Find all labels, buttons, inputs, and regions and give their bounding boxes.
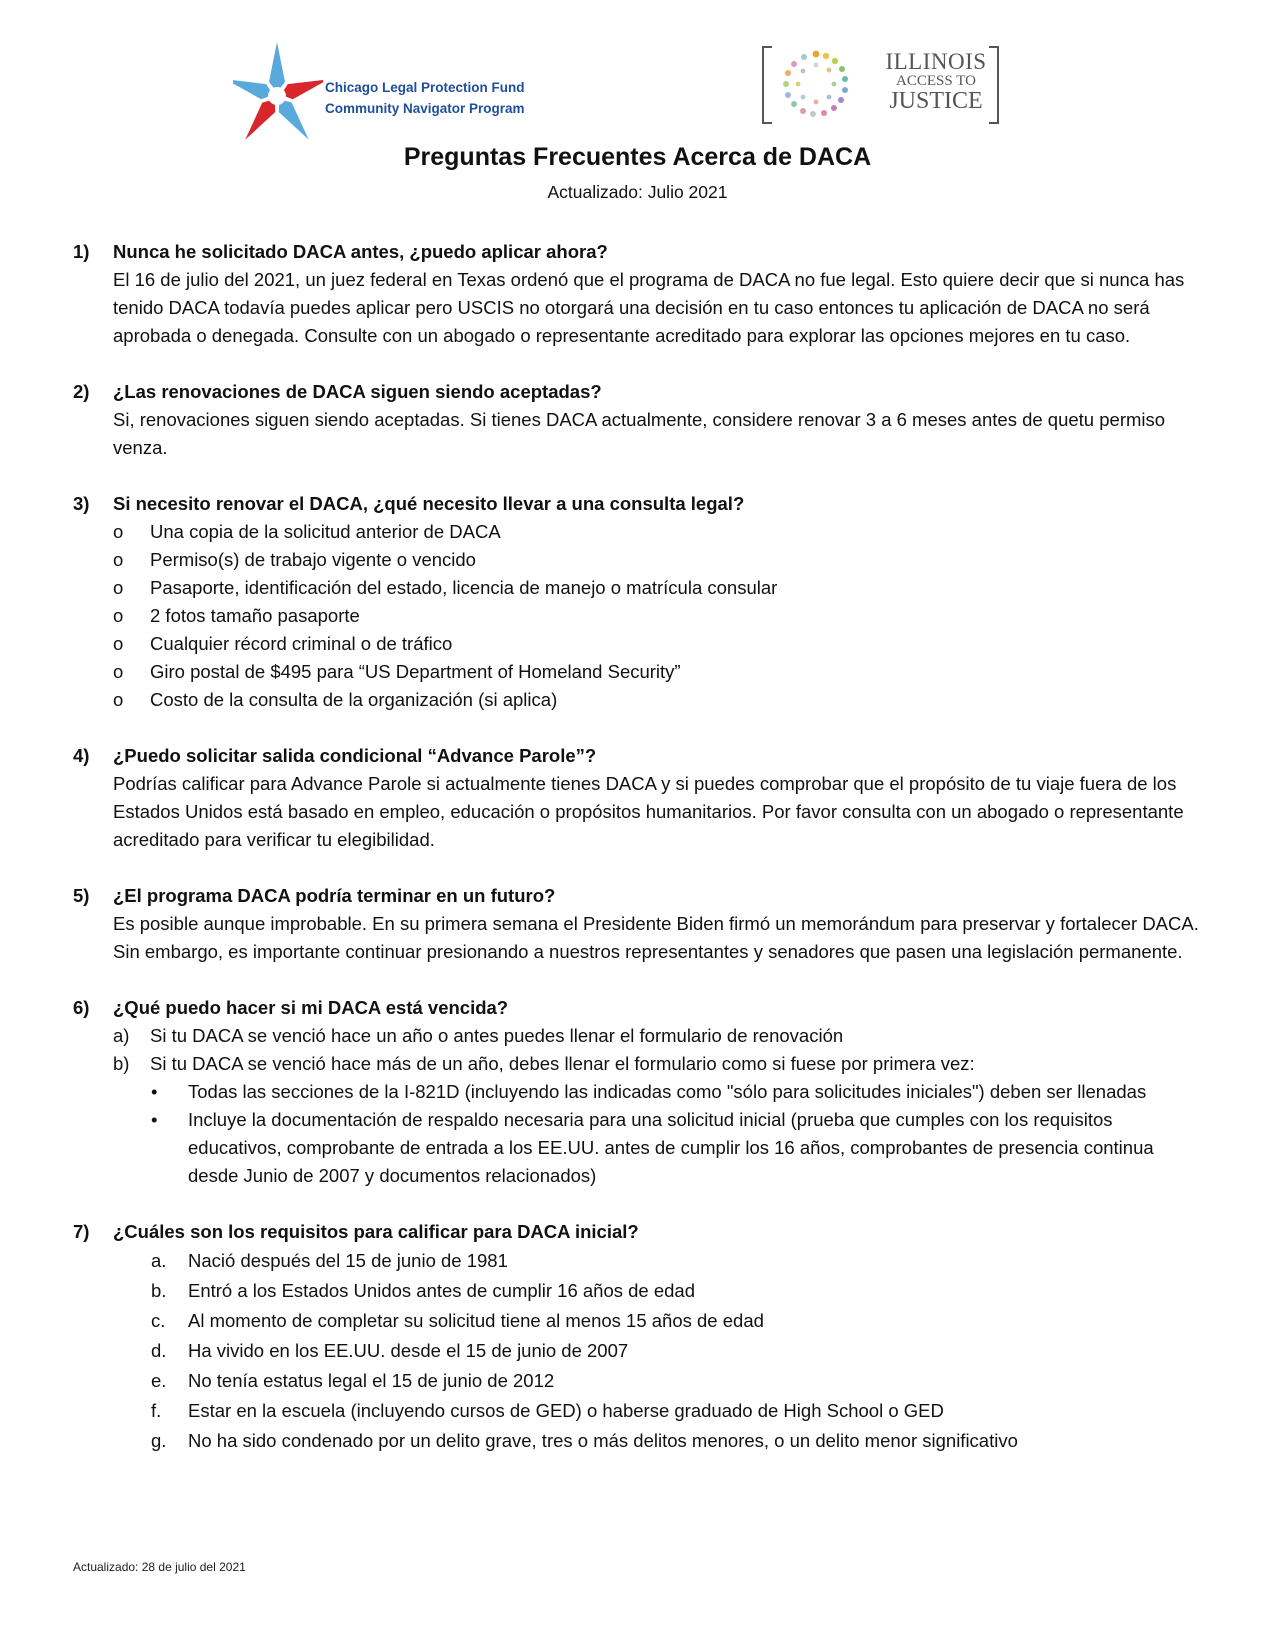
chicago-legal-protection-fund-logo: [233, 40, 563, 155]
faq-question: Si necesito renovar el DACA, ¿qué necesito llevar a una consulta legal?: [113, 493, 745, 514]
faq-number: 4): [73, 745, 90, 766]
list-marker: e.: [151, 1370, 167, 1391]
logo-text: [882, 50, 990, 113]
logo-bracket-right: [989, 46, 999, 124]
list-item: [73, 1426, 1203, 1456]
list-item: [73, 1396, 1203, 1426]
bullet-marker: o: [113, 577, 124, 598]
faq-number: 2): [73, 381, 90, 402]
faq-list: [73, 238, 1203, 1484]
footer-updated-date: Actualizado: 28 de julio del 2021: [73, 1560, 246, 1574]
list-item-text: Giro postal de $495 para “US Department of Homeland Security”: [150, 661, 681, 682]
list-item-text: Costo de la consulta de la organización (si aplica): [150, 689, 558, 710]
bullet-marker: o: [113, 521, 124, 542]
list-item-text: Entró a los Estados Unidos antes de cumplir 16 años de edad: [188, 1280, 696, 1301]
faq-question: Nunca he solicitado DACA antes, ¿puedo aplicar ahora?: [113, 241, 608, 262]
logo-bracket-left: [762, 46, 772, 124]
list-item: [73, 1050, 1203, 1078]
bullet-marker: o: [113, 689, 124, 710]
faq-number: 5): [73, 885, 90, 906]
list-marker: b.: [151, 1280, 167, 1301]
list-marker: b): [113, 1053, 130, 1074]
list-item-text: Al momento de completar su solicitud tiene al menos 15 años de edad: [188, 1310, 764, 1331]
faq-question: ¿Las renovaciones de DACA siguen siendo aceptadas?: [113, 381, 602, 402]
faq-item-2: [73, 378, 1203, 462]
list-item-text: Permiso(s) de trabajo vigente o vencido: [150, 549, 476, 570]
list-marker: f.: [151, 1400, 162, 1421]
star-icon: [233, 40, 323, 152]
faq-answer: Podrías calificar para Advance Parole si actualmente tienes DACA y si puedes comprobar que el propósito de tu viaje fuera de los Estados Unidos está basado en empleo, educación o propósitos humanitarios. Por favor consulta con un abogado o representante acreditado para verificar tu elegibilidad.: [113, 773, 1184, 850]
page-subtitle: Actualizado: Julio 2021: [547, 182, 728, 202]
list-marker: c.: [151, 1310, 166, 1331]
list-item: [73, 1366, 1203, 1396]
list-marker: a.: [151, 1250, 167, 1271]
list-item-text: Si tu DACA se venció hace más de un año, debes llenar el formulario como si fuese por primera vez:: [150, 1053, 975, 1074]
list-marker: d.: [151, 1340, 167, 1361]
list-item-text: Incluye la documentación de respaldo necesaria para una solicitud inicial (prueba que cumples con los requisitos educativos, comprobante de entrada a los EE.UU. antes de cumplir los 16 años, comprobantes de presencia continua desde Junio de 2007 y documentos relacionados): [188, 1109, 1154, 1186]
faq-item-5: [73, 882, 1203, 966]
bullet-marker: o: [113, 633, 124, 654]
list-item: [73, 630, 1203, 658]
list-item: [73, 574, 1203, 602]
list-item: [73, 1276, 1203, 1306]
sub-list-item: [73, 1106, 1203, 1190]
faq-item-6: [73, 994, 1203, 1190]
list-item: [73, 658, 1203, 686]
faq-number: 7): [73, 1221, 90, 1242]
list-marker: g.: [151, 1430, 167, 1451]
bullet-marker: •: [151, 1081, 158, 1102]
list-item: [73, 1306, 1203, 1336]
dot-circle-icon: [776, 48, 876, 120]
faq-number: 3): [73, 493, 90, 514]
sub-list-item: [73, 1078, 1203, 1106]
list-item: [73, 518, 1203, 546]
list-item-text: Todas las secciones de la I-821D (incluyendo las indicadas como "sólo para solicitudes iniciales") deben ser llenadas: [188, 1081, 1147, 1102]
list-marker: a): [113, 1025, 130, 1046]
list-item: [73, 1022, 1203, 1050]
faq-item-3: [73, 490, 1203, 714]
list-item: [73, 546, 1203, 574]
faq-answer: El 16 de julio del 2021, un juez federal en Texas ordenó que el programa de DACA no fue legal. Esto quiere decir que si nunca has tenido DACA todavía puedes aplicar pero USCIS no otorgará una decisión en tu caso entonces tu aplicación de DACA no será aprobada o denegada. Consulte con un abogado o representante acreditado para explorar las opciones mejores en tu caso.: [113, 269, 1185, 346]
list-item: [73, 602, 1203, 630]
list-item: [73, 1246, 1203, 1276]
illinois-access-to-justice-logo: [762, 46, 1002, 122]
logo-line-1: Chicago Legal Protection Fund: [325, 80, 525, 95]
logo-text-justice: JUSTICE: [889, 88, 983, 114]
logo-text-illinois: ILLINOIS: [885, 49, 987, 74]
list-item-text: Si tu DACA se venció hace un año o antes puedes llenar el formulario de renovación: [150, 1025, 844, 1046]
bullet-marker: •: [151, 1109, 158, 1130]
list-item-text: Ha vivido en los EE.UU. desde el 15 de junio de 2007: [188, 1340, 629, 1361]
logo-text-access-to: ACCESS TO: [896, 73, 976, 89]
list-item-text: 2 fotos tamaño pasaporte: [150, 605, 360, 626]
faq-number: 1): [73, 241, 90, 262]
list-item-text: Cualquier récord criminal o de tráfico: [150, 633, 453, 654]
bullet-marker: o: [113, 549, 124, 570]
faq-item-7: [73, 1218, 1203, 1456]
list-item: [73, 1336, 1203, 1366]
faq-question: ¿Cuáles son los requisitos para calificar para DACA inicial?: [113, 1221, 639, 1242]
logo-line-2: Community Navigator Program: [325, 101, 525, 116]
list-item-text: Nació después del 15 de junio de 1981: [188, 1250, 508, 1271]
faq-item-1: [73, 238, 1203, 350]
list-item-text: Una copia de la solicitud anterior de DACA: [150, 521, 501, 542]
list-item-text: Estar en la escuela (incluyendo cursos de GED) o haberse graduado de High School o GED: [188, 1400, 944, 1421]
page-title: Preguntas Frecuentes Acerca de DACA: [403, 143, 872, 171]
faq-question: ¿Qué puedo hacer si mi DACA está vencida?: [113, 997, 509, 1018]
faq-question: ¿Puedo solicitar salida condicional “Advance Parole”?: [113, 745, 597, 766]
bullet-marker: o: [113, 605, 124, 626]
faq-number: 6): [73, 997, 90, 1018]
bullet-marker: o: [113, 661, 124, 682]
list-item-text: No tenía estatus legal el 15 de junio de 2012: [188, 1370, 555, 1391]
list-item-text: No ha sido condenado por un delito grave, tres o más delitos menores, o un delito menor significativo: [188, 1430, 1018, 1451]
list-item: [73, 686, 1203, 714]
faq-item-4: [73, 742, 1203, 854]
faq-answer: Si, renovaciones siguen siendo aceptadas. Si tienes DACA actualmente, considere renovar 3 a 6 meses antes de quetu permiso venza.: [113, 409, 1166, 458]
faq-question: ¿El programa DACA podría terminar en un futuro?: [113, 885, 556, 906]
faq-answer: Es posible aunque improbable. En su primera semana el Presidente Biden firmó un memorándum para preservar y fortalecer DACA. Sin embargo, es importante continuar presionando a nuestros representantes y senadores que pasen una legislación permanente.: [113, 913, 1199, 962]
list-item-text: Pasaporte, identificación del estado, licencia de manejo o matrícula consular: [150, 577, 778, 598]
